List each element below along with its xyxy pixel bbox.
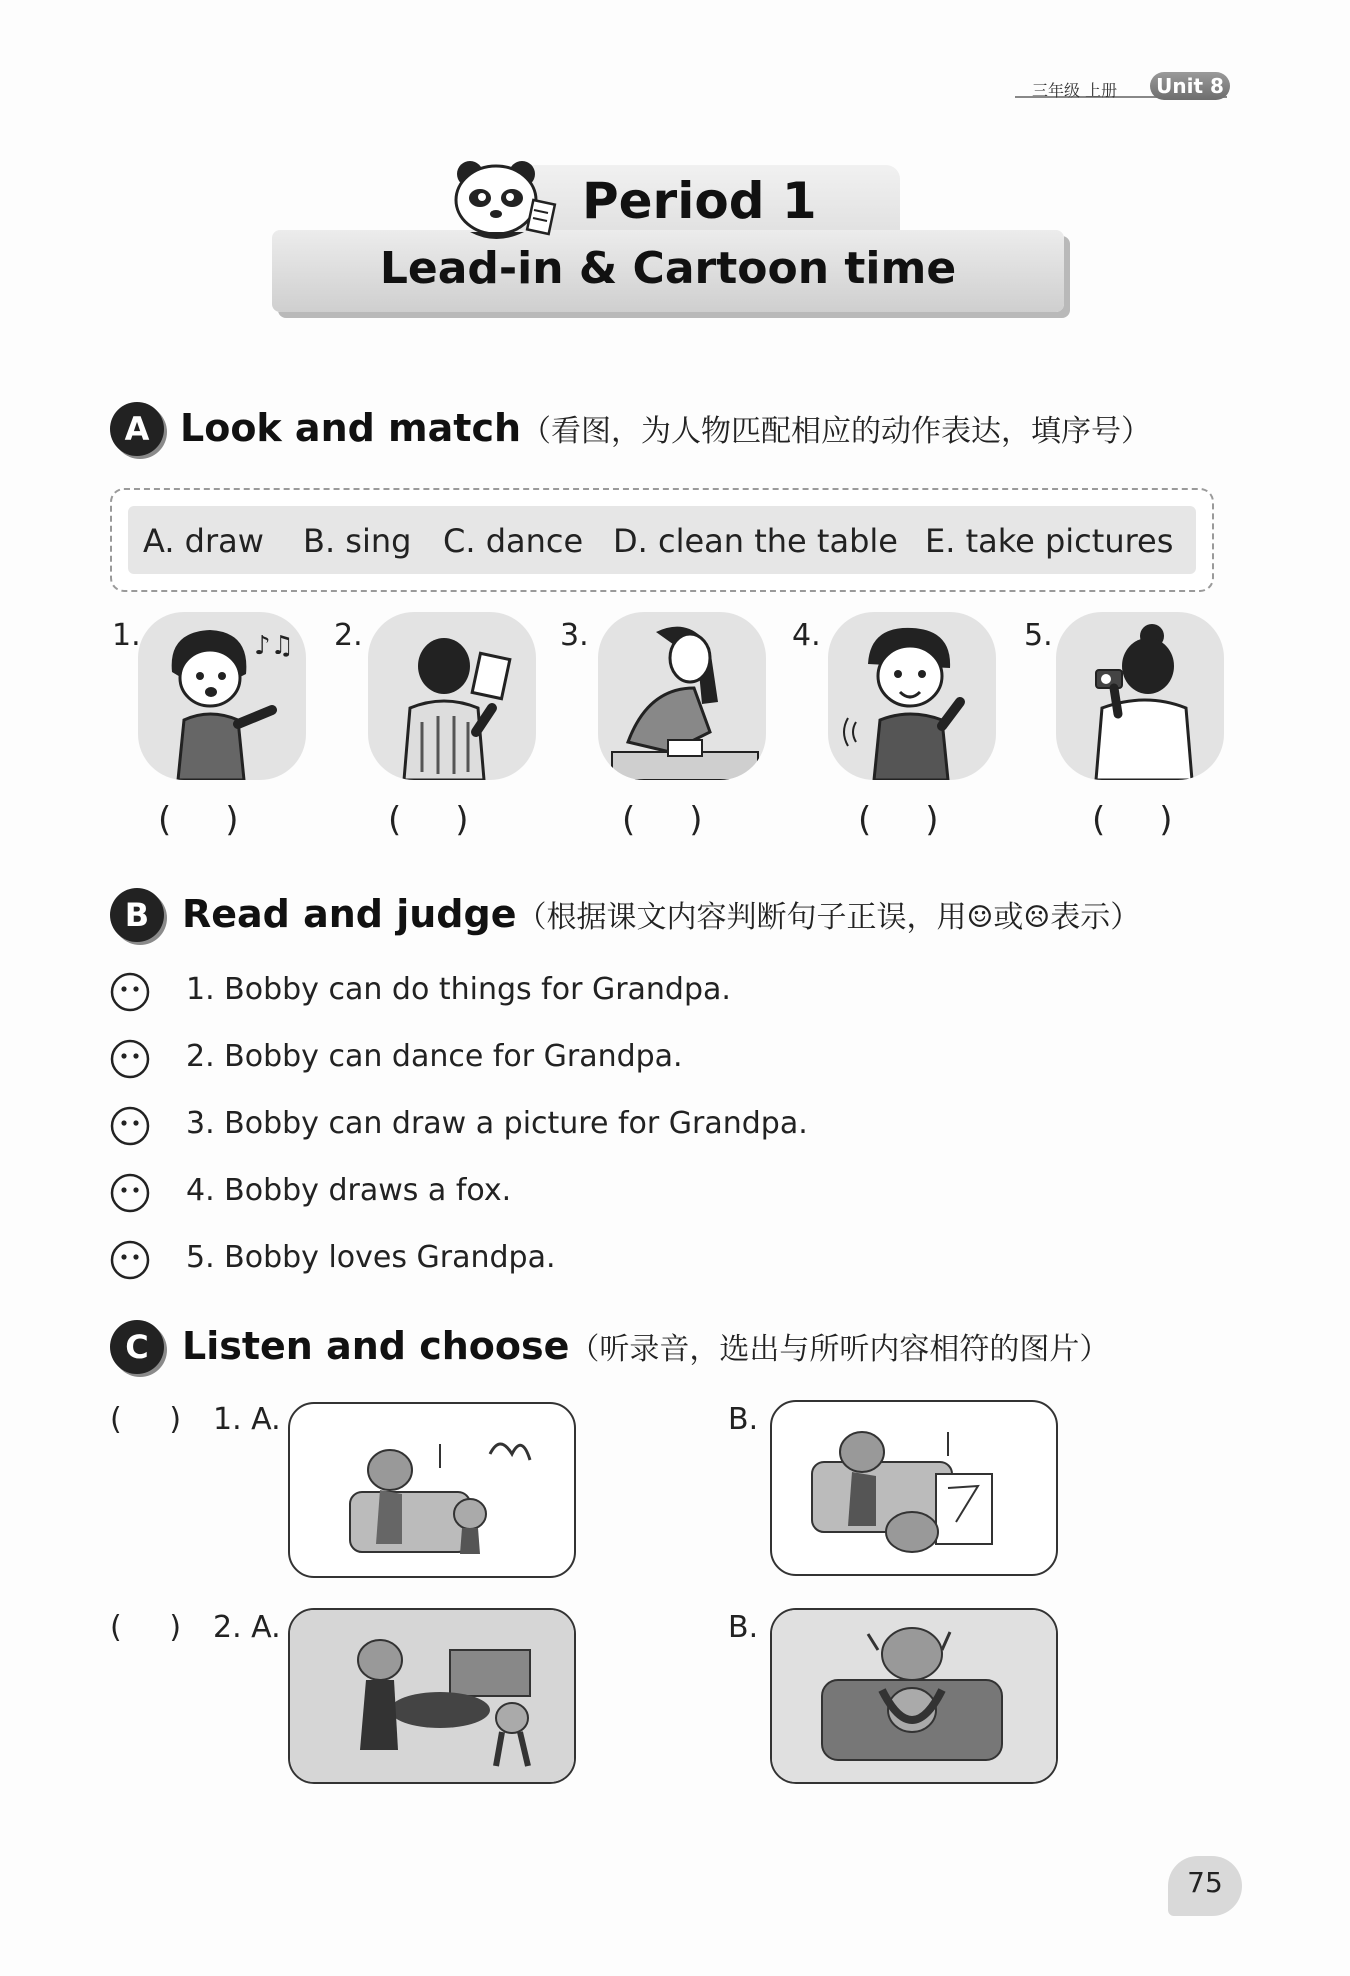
- match-picture-4: [828, 612, 996, 780]
- match-number-2: 2.: [334, 618, 363, 653]
- section-b-heading: [182, 892, 1140, 936]
- panda-mascot-icon: [440, 158, 560, 248]
- judge-statement-4: 4. Bobby draws a fox.: [186, 1173, 512, 1208]
- cleaning-woman-icon: [598, 612, 766, 780]
- dancing-boy-icon: [828, 612, 996, 780]
- question-2-label: 2. A.: [213, 1610, 281, 1645]
- choice-blank-1[interactable]: ( ): [110, 1402, 182, 1437]
- bobby-dancing-icon: [290, 1610, 574, 1782]
- judge-statement-3: 3. Bobby can draw a picture for Grandpa.: [186, 1106, 808, 1141]
- answer-blank-3[interactable]: ( ): [622, 800, 703, 840]
- singing-girl-icon: [138, 612, 306, 780]
- option-e: E. take pictures: [925, 522, 1174, 560]
- choice-blank-2[interactable]: ( ): [110, 1610, 182, 1645]
- match-number-4: 4.: [792, 618, 821, 653]
- bobby-drawing-icon: [772, 1402, 1056, 1574]
- blank-face-icon[interactable]: [110, 1039, 150, 1079]
- judge-statement-5: 5. Bobby loves Grandpa.: [186, 1240, 556, 1275]
- answer-blank-4[interactable]: ( ): [858, 800, 939, 840]
- photographer-woman-icon: [1056, 612, 1224, 780]
- section-a-instruction: （看图，为人物匹配相应的动作表达，填序号）: [521, 414, 1152, 449]
- section-a-heading: [180, 406, 1151, 450]
- drawing-boy-icon: [368, 612, 536, 780]
- blank-face-icon[interactable]: [110, 1240, 150, 1280]
- question-1-option-b-label: B.: [728, 1402, 759, 1437]
- blank-face-icon[interactable]: [110, 1173, 150, 1213]
- answer-blank-5[interactable]: ( ): [1092, 800, 1173, 840]
- lesson-subtitle: Lead-in & Cartoon time: [379, 243, 957, 294]
- match-picture-3: [598, 612, 766, 780]
- question-1-label: 1. A.: [213, 1402, 281, 1437]
- section-c-title: Listen and choose: [182, 1324, 570, 1368]
- grandpa-and-bobby-icon: [290, 1404, 574, 1576]
- question-1-option-b-picture[interactable]: [770, 1400, 1058, 1576]
- match-picture-5: [1056, 612, 1224, 780]
- blank-face-icon[interactable]: [110, 1106, 150, 1146]
- question-2-option-b-picture[interactable]: [770, 1608, 1058, 1784]
- option-b: B. sing: [303, 522, 412, 560]
- period-title: Period 1: [582, 172, 817, 230]
- question-2-option-b-label: B.: [728, 1610, 759, 1645]
- judge-statement-2: 2. Bobby can dance for Grandpa.: [186, 1039, 683, 1074]
- option-c: C. dance: [443, 522, 584, 560]
- section-a-title: Look and match: [180, 406, 522, 450]
- svg-text:♪♫: ♪♫: [254, 631, 294, 661]
- section-c-badge: C: [110, 1320, 164, 1374]
- page-number: 75: [1187, 1866, 1223, 1899]
- unit-badge: Unit 8: [1150, 72, 1230, 100]
- grandpa-hugging-bobby-icon: [772, 1610, 1056, 1782]
- section-b-badge: B: [110, 888, 164, 942]
- answer-blank-1[interactable]: ( ): [158, 800, 239, 840]
- answer-blank-2[interactable]: ( ): [388, 800, 469, 840]
- section-b-title: Read and judge: [182, 892, 517, 936]
- section-a-badge: A: [110, 402, 164, 456]
- match-number-3: 3.: [560, 618, 589, 653]
- question-2-option-a-picture[interactable]: [288, 1608, 576, 1784]
- match-picture-2: [368, 612, 536, 780]
- match-number-5: 5.: [1024, 618, 1053, 653]
- section-c-heading: [182, 1324, 1109, 1368]
- match-number-1: 1.: [112, 618, 141, 653]
- section-c-instruction: （听录音，选出与所听内容相符的图片）: [569, 1332, 1110, 1367]
- judge-statement-1: 1. Bobby can do things for Grandpa.: [186, 972, 731, 1007]
- question-1-option-a-picture[interactable]: [288, 1402, 576, 1578]
- blank-face-icon[interactable]: [110, 972, 150, 1012]
- match-picture-1: [138, 612, 306, 780]
- option-d: D. clean the table: [613, 522, 898, 560]
- section-b-instruction: （根据课文内容判断句子正误，用☺或☹表示）: [516, 900, 1141, 935]
- grade-label: 三年级 上册: [1032, 81, 1118, 100]
- option-a: A. draw: [143, 522, 264, 560]
